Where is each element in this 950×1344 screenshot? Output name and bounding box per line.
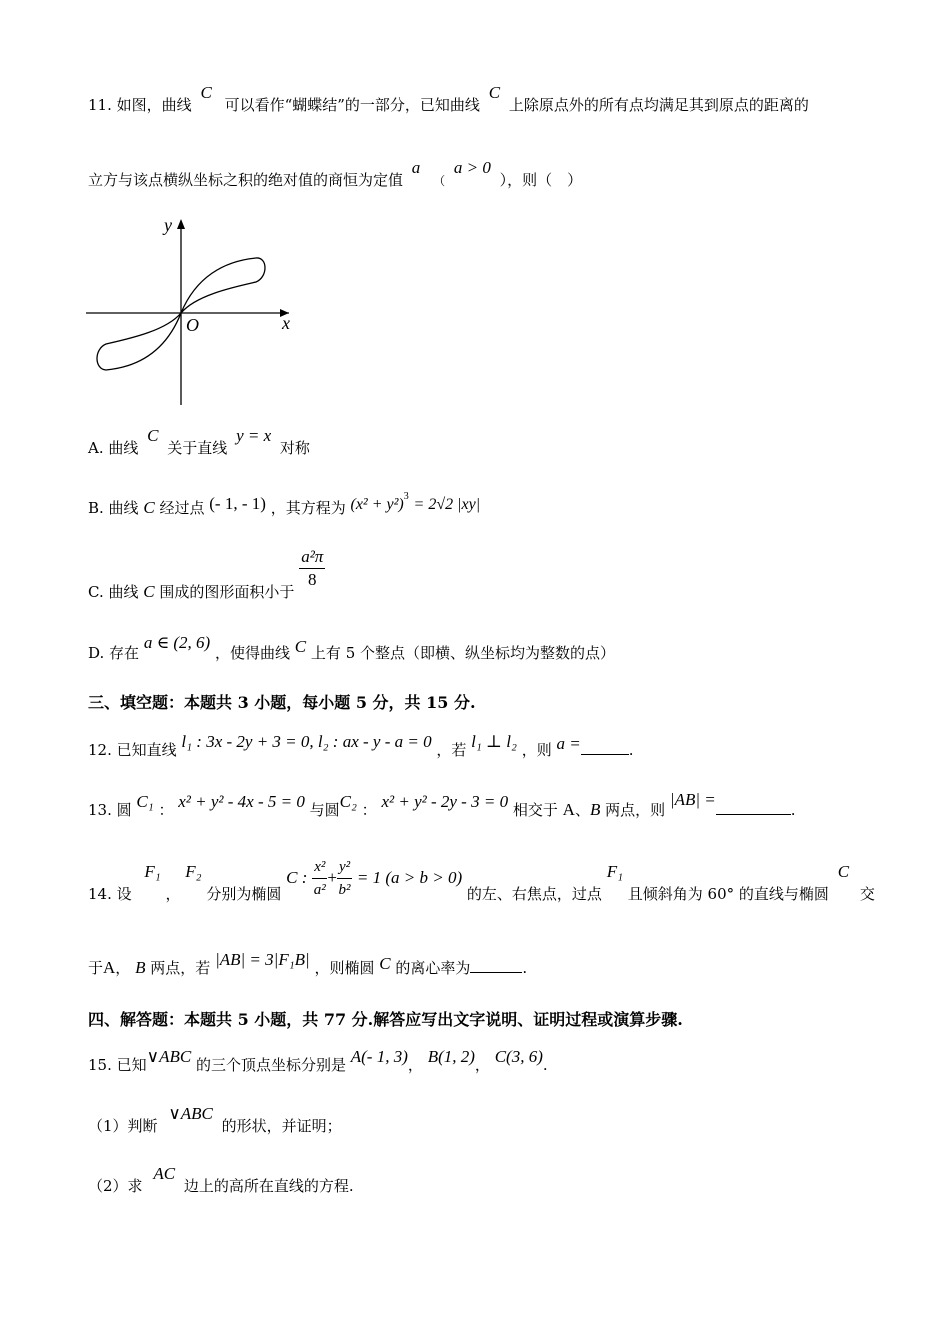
option-a: A. 曲线 C 关于直线 y = x 对称 — [88, 426, 310, 457]
focus-f2: F₂ — [185, 861, 202, 881]
q12: 12. 已知直线 l₁ : 3x - 2y + 3 = 0, l₂ : ax - y - a = 0 ，若 l₁ ⊥ l₂ ，则 a = . — [88, 732, 634, 759]
q11-number: 11. — [88, 96, 112, 114]
y-axis-label: y — [164, 215, 172, 235]
circle-c2-equation: x² + y² - 2y - 3 = 0 — [381, 792, 509, 811]
vertex-c: C(3, 6) — [494, 1047, 543, 1066]
option-d: D. 存在 a ∈ (2, 6) ，使得曲线 C 上有 5 个整点（即横、纵坐标均为整数的点） — [88, 633, 616, 662]
circle-c1-equation: x² + y² - 4x - 5 = 0 — [178, 792, 305, 811]
butterfly-figure — [84, 215, 304, 405]
a-positive: a > 0 — [453, 158, 491, 177]
side-ac: AC — [153, 1164, 176, 1183]
focus-f1: F₁ — [144, 861, 161, 881]
q11-line2: 立方与该点横纵坐标之积的绝对值的商恒为定值 a （ a > 0 ），则（ ） — [88, 158, 583, 189]
option-b: B. 曲线 C 经过点 (- 1, - 1) ，其方程为 $(x^2 + y^2)^3 = 2√2$ |xy| — [88, 491, 481, 517]
y-axis-arrow — [177, 219, 185, 229]
section-4-heading: 四、解答题：本题共 5 小题，共 77 分.解答应写出文字说明、证明过程或演算步骤. — [88, 1010, 683, 1029]
section-3-heading: 三、填空题：本题共 3 小题，每小题 5 分，共 15 分. — [88, 693, 476, 712]
q14-line1: 14. 设 F₁ ， F₂ 分别为椭圆 C : $\frac{\text{x²}}{\text{a²}}$ + $\frac{\text{y²}}{\text{b²}}$ = 1 (a > b > 0) 的左、右焦点，过点 F₁ 且倾斜角为 60° 的直线与椭圆 C 交 — [88, 850, 875, 910]
q15-part2: （2）求 AC 边上的高所在直线的方程. — [88, 1164, 354, 1195]
option-b-equation-right: = 2√2 |xy| — [413, 496, 481, 513]
q14-condition: |AB| = 3|F₁B| — [215, 950, 310, 969]
option-c: C. 曲线 C 围成的图形面积小于 $\frac{\text{a²π}}{8}$ — [88, 547, 324, 601]
curve-c: C — [200, 83, 212, 102]
area-bound-fraction: $\frac{\text{a²π}}{8}$ — [301, 547, 324, 589]
q12-perpendicular: l₁ ⊥ l₂ — [471, 732, 517, 751]
q12-answer-blank[interactable] — [581, 740, 629, 755]
vertex-a: A(- 1, 3) — [350, 1047, 408, 1066]
x-axis-label: x — [282, 313, 290, 333]
constant-a: a — [411, 158, 421, 177]
q12-lines: l₁ : 3x - 2y + 3 = 0, l₂ : ax - y - a = 0 — [181, 732, 432, 751]
q15-part1: （1）判断 ∨ABC 的形状，并证明； — [88, 1104, 342, 1135]
origin-label: O — [186, 315, 199, 335]
point-neg1-neg1: (- 1, - 1) — [209, 494, 266, 513]
ellipse-equation: C : $\frac{\text{x²}}{\text{a²}}$ + $\frac{\text{y²}}{\text{b²}}$ = 1 (a > b > 0) — [286, 869, 467, 887]
option-b-equation-left: (x² + y²) — [350, 496, 404, 513]
a-range: a ∈ (2, 6) — [143, 633, 211, 652]
q14-answer-blank[interactable] — [470, 958, 522, 973]
q11-line1: 11. 如图，曲线 C 可以看作“蝴蝶结”的一部分，已知曲线 C 上除原点外的所有点均满足其到原点的距离的 — [88, 83, 809, 114]
curve-c: C — [488, 83, 501, 102]
line-y-eq-x: y = x — [236, 426, 272, 445]
q13: 13. 圆 C₁ ： x² + y² - 4x - 5 = 0 与圆C₂ ： x² + y² - 2y - 3 = 0 相交于 A、B 两点，则 |AB| =. — [88, 790, 796, 819]
q13-answer-blank[interactable] — [716, 800, 791, 815]
q14-line2: 于A， B 两点，若 |AB| = 3|F₁B| ，则椭圆 C 的离心率为 . — [88, 950, 528, 977]
vertex-b: B(1, 2) — [427, 1047, 475, 1066]
q15: 15. 已知∨ABC 的三个顶点坐标分别是 A(- 1, 3)， B(1, 2)， C(3, 6). — [88, 1047, 548, 1074]
triangle-abc: ∨ABC — [146, 1047, 192, 1066]
